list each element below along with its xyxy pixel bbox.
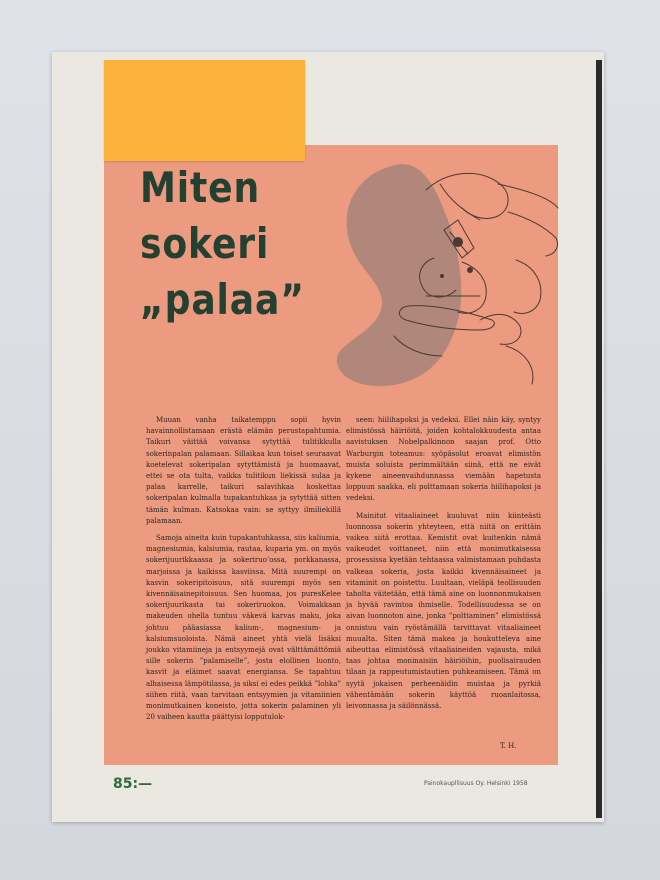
page-binding-edge bbox=[596, 60, 602, 818]
article-right-column bbox=[346, 415, 541, 718]
paragraph: Samoja aineita kuin tupakantuhkassa, siis kaliumia, magnesiumia, kalsiumia, rautaa, kuparia ym. on myös sokerijuurikkaassa ja sokeriruo’ossa, porkkanassa, marjoissa ja kaikissa kasviissa. Mitä suurempi on kasvin sokeripitoisuus, sitä suurempi myös sen kivennäisainepitoisuus. Sen huomaa, jos puresKelee sokerijuurikasta tai sokeriruokoa. Voimakkaan makeuden ohella tuntuu väkevä karvas maku, joka johtuu pääasiassa kalium-, magnesium- ja kalsiumsuoloista. Nämä aineet yhtä vielä lisäksi joukko vitamiineja ja entsyymejä ovat välttämättömiä sille sokerin ”palamiselle”, josta elollinen luonto, kasvit ja eläimet saavat energiansa. Se tapahtuu alhaisessa lämpötilassa, ja siksi ei edes peikkä ”lohka” siihen riitä, vaan tarvitaan entsyymien ja vitamiinien monimutkainen koneisto, jotta sokerin palaminen yli 20 vaiheen kautta päättyisi lopputulok- bbox=[146, 534, 341, 722]
price-label: 85:— bbox=[113, 776, 153, 792]
title-line-2: sokeri bbox=[140, 219, 270, 268]
author-signature: T. H. bbox=[500, 742, 517, 750]
paragraph: seen: hiilihapoksi ja vedeksi. Ellei näin käy, syntyy elimistössä häiriöitä, joiden kohtalokkuudesta antaa aavistuksen Nobelpalkinnon saajan prof. Otto Warburgin toteamus: syöpäsolut eroavat elimistön muista soluista perimmältään siinä, että ne eivät kykene aineenvaihdunnassa viemään hapetusta loppuun saakka, eli polttamaan sokeria hiilihapoksi ja vedeksi. bbox=[346, 416, 541, 503]
article-left-column bbox=[146, 415, 341, 729]
article-title bbox=[140, 160, 330, 328]
paragraph: Muuan vanha taikatemppu sopii hyvin havainnollistamaan erästä elämän perustapahtumia. Taikuri väittää voivansa sytyttää tulitikkulla sokerinpalan palamaan. Sillaikaa kun toiset seuraavat koetelevat sokeripalan sytyttämistä ja huomaavat, ettei se ota tulta, vaikka tulitikun liekissä sulaa ja palaa karrelle, taikuri salavihkaa koskettaa sokeripalan kulmalla tupakantuhkaa ja sytyttää sitten tämän kulman. Katsokaa vain: se syttyy ilmiliekillä palamaan. bbox=[146, 416, 341, 525]
printer-imprint: Painokaupllisuus Oy. Helsinki 1958 bbox=[424, 780, 528, 787]
hands-with-microscope-illustration bbox=[330, 150, 562, 390]
paragraph: Mainitut vitaaliaineet kuuluvat niin kiinteästi luonnossa sokerin yhteyteen, että niitä on erittäin vaikea siitä erottaa. Kemistit ovat kuitenkin nämä vaikeudet voittaneet, niin että monimutkaisessa prosessissa kyetään tehtaassa valmistamaan puhdasta valkeaa sokeria, josta kaikki kivennäisaineet ja vitaminit on poistettu. Luultaan, vieläpä teollisuuden taholta väitetään, että tämä aine on luonnonmukaisen ja hyvää ravintoa ihmiselle. Todellisuudessa se on aivan luonnoton aine, jonka ”polttaminen” elimistössä onnistuu vain ryöstämällä tarvittavat vitaaliaineet muualta. Siten tämä makea ja houkutteleva aine aiheuttaa elimistössä vitaaliaineiden vajausta, mikä taas johtaa moninaisiin häiriöihin, puolisairauden tilaan ja rappeutumistautien puhkeamiseen. Tämä on syytä jokaisen perheenäidin muistaa ja pyrkiä vähentämään sokerin käyttöä ruoanlaitossa, leivonnassa ja säilönnässä. bbox=[346, 511, 541, 711]
title-line-1: Miten bbox=[140, 163, 261, 212]
title-line-3: „palaa” bbox=[140, 275, 305, 324]
orange-sticky-note bbox=[104, 60, 305, 161]
